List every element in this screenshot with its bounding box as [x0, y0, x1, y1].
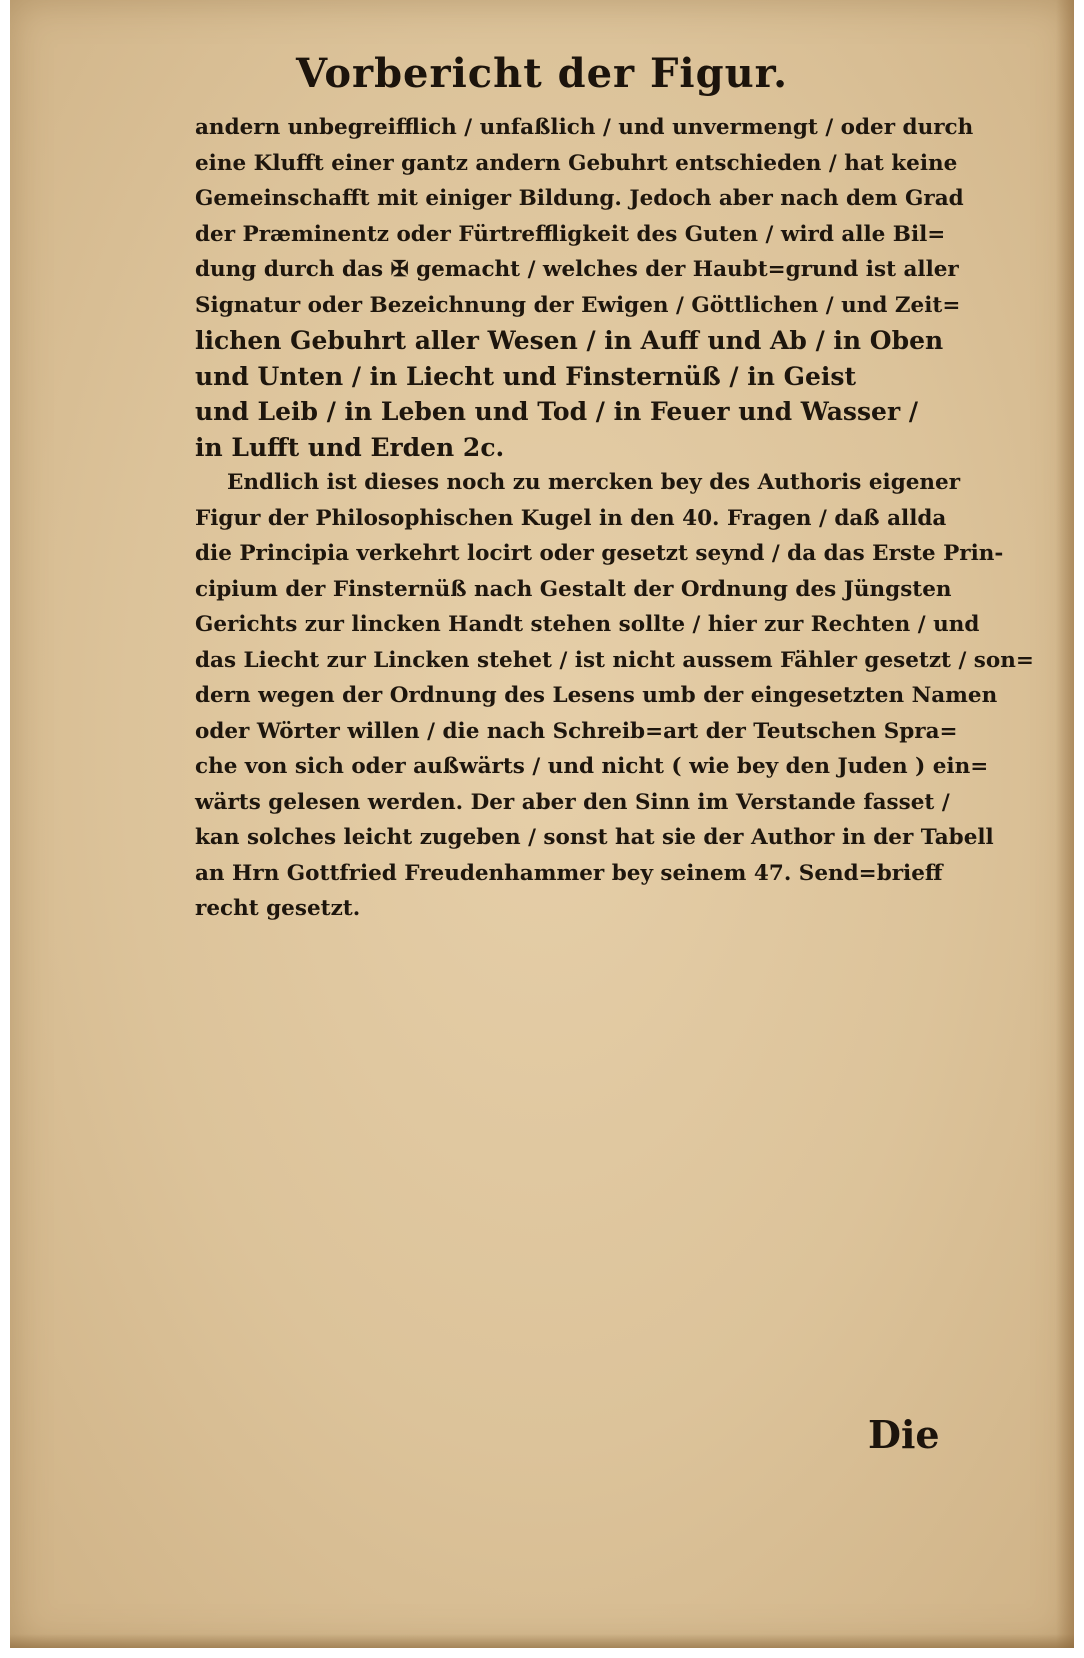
text-line: das Liecht zur Lincken stehet / ist nicht aussem Fähler gesetzt / son= [195, 647, 1034, 673]
text-line: recht gesetzt. [195, 896, 361, 921]
text-line: die Principia verkehrt locirt oder gesetzt seynd / da das Erste Prin- [195, 541, 1004, 566]
page-bottom-shadow [10, 1634, 1074, 1648]
text-line: an Hrn Gottfried Freudenhammer bey seinem 47. Send=brieff [195, 860, 943, 886]
body-text [195, 110, 1034, 927]
text-line: cipium der Finsternüß nach Gestalt der Ordnung des Jüngsten [195, 576, 952, 602]
text-line: wärts gelesen werden. Der aber den Sinn im Verstande fasset / [195, 789, 950, 815]
text-line: dern wegen der Ordnung des Lesens umb der eingesetzten Namen [195, 683, 998, 708]
text-line: kan solches leicht zugeben / sonst hat sie der Author in der Tabell [195, 825, 994, 850]
text-line: Signatur oder Bezeichnung der Ewigen / Göttlichen / und Zeit= [195, 292, 961, 318]
text-line: lichen Gebuhrt aller Wesen / in Auff und Ab / in Oben [195, 326, 944, 355]
text-line: und Leib / in Leben und Tod / in Feuer und Wasser / [195, 397, 918, 426]
text-line: andern unbegreifflich / unfaßlich / und unvermengt / oder durch [195, 115, 974, 140]
text-line: Gerichts zur lincken Handt stehen sollte / hier zur Rechten / und [195, 612, 980, 637]
text-line: Gemeinschafft mit einiger Bildung. Jedoch aber nach dem Grad [195, 186, 964, 211]
page-heading: Vorbericht der Figur. [295, 50, 789, 97]
book-page [10, 0, 1074, 1648]
text-line: che von sich oder außwärts / und nicht ( wie bey den Juden ) ein= [195, 754, 989, 779]
paragraph-start-line: Endlich ist dieses noch zu mercken bey des Authoris eigener [227, 470, 961, 495]
page-edge-shadow [1056, 0, 1074, 1648]
text-line: dung durch das ✠ gemacht / welches der Haubt=grund ist aller [195, 257, 959, 282]
text-line: oder Wörter willen / die nach Schreib=art der Teutschen Spra= [195, 718, 958, 744]
text-line: eine Klufft einer gantz andern Gebuhrt entschieden / hat keine [195, 150, 958, 176]
text-line: der Præminentz oder Fürtreffligkeit des Guten / wird alle Bil= [195, 221, 946, 247]
catchword: Die [868, 1412, 940, 1457]
text-line: Figur der Philosophischen Kugel in den 40. Fragen / daß allda [195, 505, 947, 531]
text-line: und Unten / in Liecht und Finsternüß / in Geist [195, 361, 856, 391]
text-line: in Lufft und Erden 2c. [195, 432, 505, 462]
